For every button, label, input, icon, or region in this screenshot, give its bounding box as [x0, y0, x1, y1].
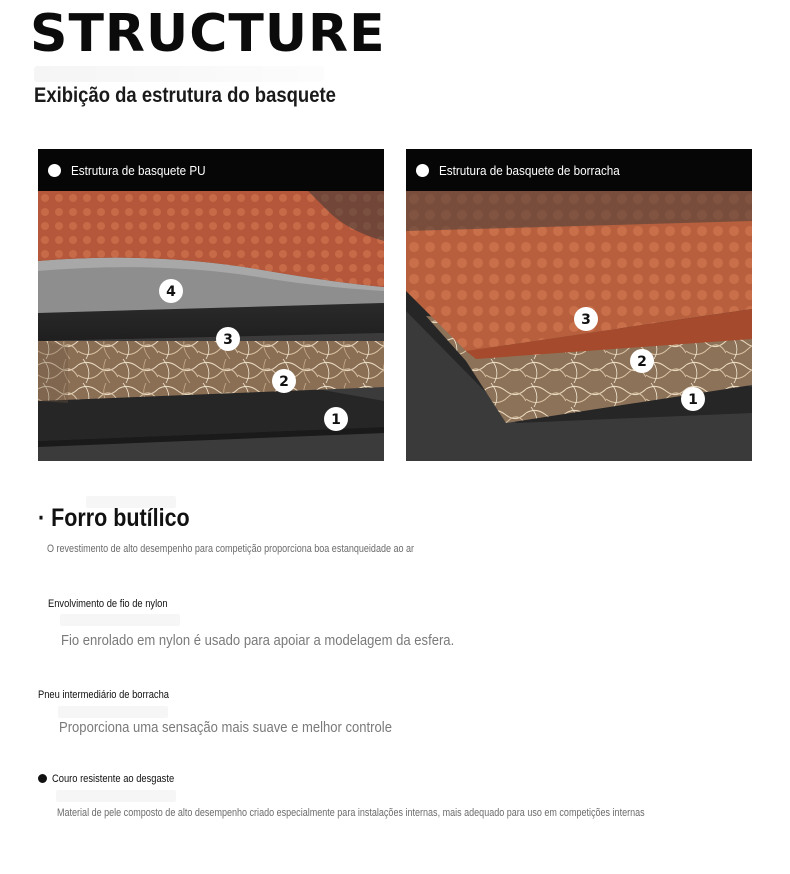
pu-layer-marker-2 — [272, 369, 296, 393]
rubber-layer-marker-3 — [574, 307, 598, 331]
section-desc-rubber-tire: Proporciona uma sensação mais suave e melhor controle — [59, 720, 392, 736]
panel-dot-icon — [416, 164, 429, 177]
faint-artifact — [60, 614, 180, 626]
rubber-layer-marker-1 — [681, 387, 705, 411]
svg-text:1: 1 — [331, 412, 341, 428]
svg-text:2: 2 — [279, 374, 289, 390]
rubber-layer-marker-2 — [630, 349, 654, 373]
pu-layers-illustration — [38, 191, 384, 461]
rubber-panel-label: Estrutura de basquete de borracha — [439, 162, 620, 178]
panel-dot-icon — [48, 164, 61, 177]
svg-text:3: 3 — [223, 332, 233, 348]
pu-panel-label: Estrutura de basquete PU — [71, 162, 206, 178]
pu-panel-header — [38, 149, 384, 191]
faint-artifact — [56, 790, 176, 802]
svg-text:4: 4 — [166, 284, 176, 300]
page-subtitle: Exibição da estrutura do basquete — [34, 84, 336, 107]
pu-layer-marker-4 — [159, 279, 183, 303]
pu-layer-marker-1 — [324, 407, 348, 431]
svg-text:2: 2 — [637, 354, 647, 370]
faint-artifact — [58, 706, 168, 718]
bullet-icon — [38, 774, 47, 783]
svg-text:1: 1 — [688, 392, 698, 408]
section-desc-leather: Material de pele composto de alto desempenho criado especialmente para instalações internas, mais adequado para uso em competições internas — [57, 807, 645, 819]
rubber-structure-panel — [406, 149, 752, 461]
section-desc-butyl: O revestimento de alto desempenho para competição proporciona boa estanqueidade ao ar — [47, 543, 415, 555]
rubber-panel-header — [406, 149, 752, 191]
watermark-ghost — [34, 66, 324, 82]
page-title: STRUCTURE — [30, 4, 386, 64]
section-desc-nylon: Fio enrolado em nylon é usado para apoiar a modelagem da esfera. — [61, 633, 455, 649]
svg-text:3: 3 — [581, 312, 591, 328]
rubber-layers-illustration — [406, 191, 752, 461]
pu-structure-panel — [38, 149, 384, 461]
pu-layer-marker-3 — [216, 327, 240, 351]
section-title-rubber-tire: Pneu intermediário de borracha — [38, 689, 169, 701]
section-title-nylon: Envolvimento de fio de nylon — [48, 598, 168, 610]
section-title-leather: Couro resistente ao desgaste — [52, 773, 175, 785]
section-title-butyl: · Forro butílico — [38, 504, 190, 532]
